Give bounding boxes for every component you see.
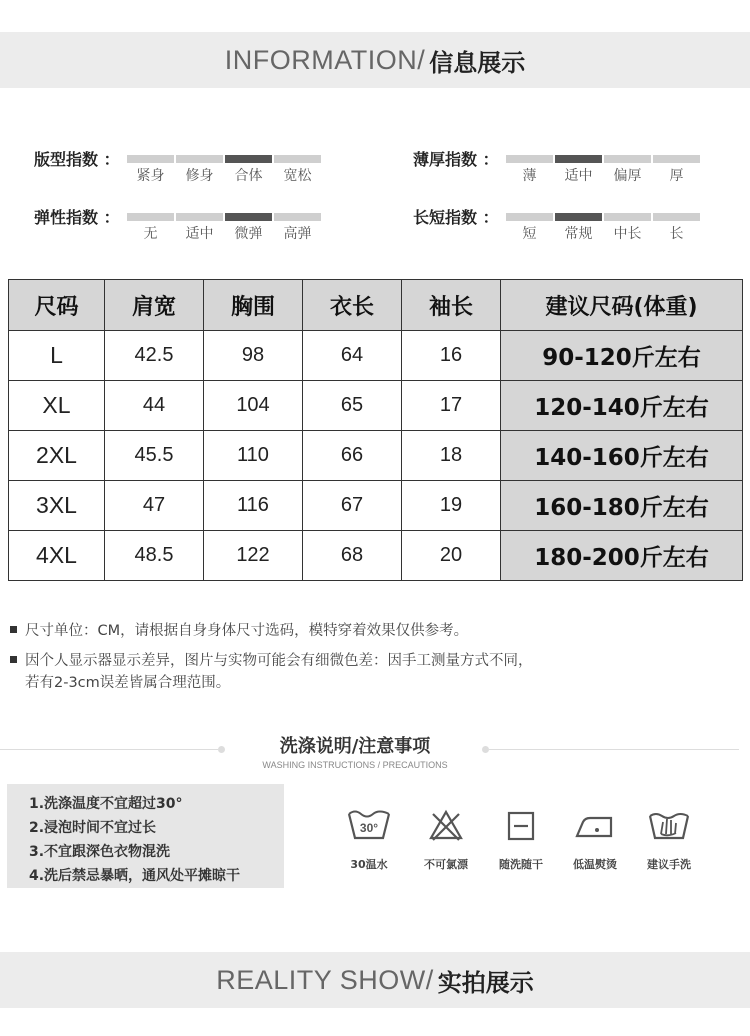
shoulder-cell: 47 [105,481,204,531]
index-tick: 中长 [613,226,642,242]
symbol-caption: 30温水 [350,858,388,871]
table-header-row [9,280,743,331]
care-item: 1.洗涤温度不宜超过30° [29,796,183,812]
index-label: 弹性指数 ： [34,208,120,227]
elasticity-index [34,205,334,245]
shoulder-cell: 44 [105,381,204,431]
index-segment [127,213,174,221]
index-segment [176,155,223,163]
length-cell: 65 [303,381,402,431]
sleeve-cell: 16 [402,331,501,381]
index-tick: 微弹 [234,226,263,242]
length-cell: 68 [303,531,402,581]
care-item: 4.洗后禁忌暴晒，通风处平摊晾干 [29,868,241,884]
no-bleach-icon [426,808,466,842]
washing-subtitle: WASHING INSTRUCTIONS / PRECAUTIONS [262,760,448,770]
size-cell: 3XL [9,481,105,531]
length-index [413,205,713,245]
index-tick: 适中 [185,226,214,242]
table-row [9,531,743,581]
column-header: 衣长 [303,280,402,331]
index-segment [274,213,321,221]
index-tick: 高弹 [283,226,312,242]
index-tick: 偏厚 [613,168,642,184]
index-tick: 常规 [564,226,593,242]
index-tick: 修身 [185,168,214,184]
recommend-cell: 180-200斤左右 [501,531,743,581]
symbol-caption: 建议手洗 [647,858,691,871]
sleeve-cell: 20 [402,531,501,581]
note-text: 尺寸单位：CM，请根据自身身体尺寸选码，模特穿着效果仅供参考。 [25,623,469,639]
index-tick: 厚 [669,168,684,184]
footer-en: REALITY SHOW/ [216,964,434,995]
column-header: 建议尺码(体重) [501,280,743,331]
column-header: 胸围 [204,280,303,331]
index-segment [604,213,651,221]
table-row [9,381,743,431]
symbol-drip-dry [483,808,559,872]
length-cell: 67 [303,481,402,531]
index-segment-active [225,155,272,163]
recommend-cell: 140-160斤左右 [501,431,743,481]
index-tick: 合体 [234,168,263,184]
fit-index [34,147,334,187]
size-cell: L [9,331,105,381]
recommend-cell: 90-120斤左右 [501,331,743,381]
symbol-no-bleach [408,808,484,872]
low-iron-icon [573,808,617,842]
index-segment [604,155,651,163]
index-segment-active [225,213,272,221]
header-cn: 信息展示 [429,48,526,77]
hand-wash-icon [646,808,692,842]
sleeve-cell: 19 [402,481,501,531]
index-segment-active [555,213,602,221]
washing-header [0,730,750,780]
index-tick: 宽松 [283,168,312,184]
recommend-cell: 120-140斤左右 [501,381,743,431]
index-tick: 长 [669,226,684,242]
bullet-square-icon [10,656,17,663]
recommend-cell: 160-180斤左右 [501,481,743,531]
symbol-caption: 随洗随干 [499,858,543,871]
wash-temp-label: 30° [359,821,379,835]
index-label: 薄厚指数 ： [413,150,499,169]
length-cell: 66 [303,431,402,481]
symbol-low-iron [557,808,633,872]
column-header: 尺码 [9,280,105,331]
drip-dry-icon [501,808,541,842]
note-text: 因个人显示器显示差异，图片与实物可能会有细微色差：因手工测量方式不同， [25,653,533,669]
index-tick: 紧身 [136,168,165,184]
chest-cell: 110 [204,431,303,481]
chest-cell: 116 [204,481,303,531]
size-cell: XL [9,381,105,431]
wash-30-icon [346,808,392,842]
color-note [10,650,533,694]
reality-show-header [0,952,750,1008]
size-cell: 2XL [9,431,105,481]
table-row [9,481,743,531]
index-segment [506,213,553,221]
chest-cell: 122 [204,531,303,581]
sleeve-cell: 18 [402,431,501,481]
size-table [8,279,743,581]
note-text-continued: 若有2-3cm误差皆属合理范围。 [25,675,231,691]
symbol-caption: 低温熨烫 [573,858,617,871]
footer-cn: 实拍展示 [437,968,534,997]
index-segment [127,155,174,163]
index-label: 版型指数 ： [34,150,120,169]
shoulder-cell: 48.5 [105,531,204,581]
care-instructions [7,784,284,888]
symbol-caption: 不可氯漂 [424,858,468,871]
table-row [9,431,743,481]
bullet-square-icon [10,626,17,633]
index-tick: 薄 [522,168,537,184]
column-header: 肩宽 [105,280,204,331]
index-segment [274,155,321,163]
care-item: 2.浸泡时间不宜过长 [29,820,157,836]
header-en: INFORMATION/ [224,44,426,75]
length-cell: 64 [303,331,402,381]
index-label: 长短指数 ： [413,208,499,227]
index-segment-active [555,155,602,163]
index-tick: 短 [522,226,537,242]
washing-title: 洗涤说明/注意事项 [279,736,431,757]
size-cell: 4XL [9,531,105,581]
index-tick: 无 [143,226,158,242]
information-header [0,32,750,88]
chest-cell: 98 [204,331,303,381]
care-item: 3.不宜跟深色衣物混洗 [29,844,171,860]
index-tick: 适中 [564,168,593,184]
thickness-index [413,147,713,187]
symbol-wash-30 [331,808,407,872]
chest-cell: 104 [204,381,303,431]
index-segment [653,155,700,163]
index-segment [506,155,553,163]
index-segment [653,213,700,221]
sleeve-cell: 17 [402,381,501,431]
shoulder-cell: 45.5 [105,431,204,481]
size-note [10,620,468,642]
column-header: 袖长 [402,280,501,331]
symbol-hand-wash [631,808,707,872]
shoulder-cell: 42.5 [105,331,204,381]
table-row [9,331,743,381]
index-segment [176,213,223,221]
